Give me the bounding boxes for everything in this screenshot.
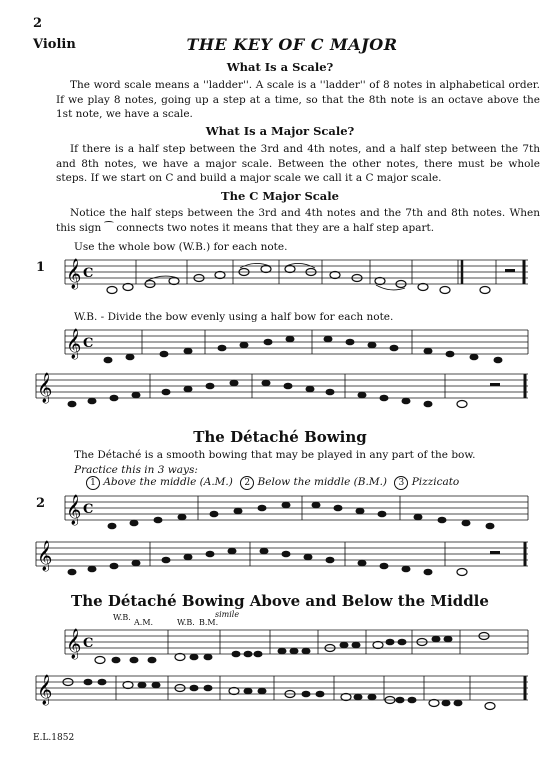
- paragraph-detache: The Détaché is a smooth bowing that may be played in any part of the bow.: [74, 449, 476, 461]
- way-below-middle: Below the middle (B.M.): [257, 476, 388, 488]
- label-wb-2: W.B.: [177, 618, 195, 627]
- music-staff-5: [0, 528, 560, 588]
- svg-text:𝄞: 𝄞: [66, 329, 82, 359]
- paragraph-major-scale: If there is a half step between the 3rd and 4th notes, and a half step between the 7th and 8th notes, we have a major scale. Between the other notes, there must be whole steps. If we start on C and build a major scale we call it a C major scale.: [56, 143, 540, 184]
- music-staff-7: [0, 666, 560, 726]
- way-number-3: 3: [394, 476, 408, 490]
- svg-text:C: C: [83, 502, 94, 517]
- way-above-middle: Above the middle (A.M.): [103, 476, 233, 488]
- svg-text:𝄞: 𝄞: [37, 373, 53, 403]
- instruction-half-bow: W.B. - Divide the bow evenly using a half bow for each note.: [74, 311, 394, 323]
- svg-text:C: C: [83, 266, 94, 281]
- svg-text:𝄞: 𝄞: [66, 495, 82, 525]
- paragraph-c-major: Notice the half steps between the 3rd and 4th notes and the 7th and 8th notes. When this sign ⁀ connects two notes it means that they are a half step apart.: [56, 207, 540, 234]
- way-pizzicato: Pizzicato: [411, 476, 460, 488]
- paragraph-scale: The word scale means a ''ladder''. A scale is a ''ladder'' of 8 notes in alphabetical order. If we play 8 notes, going up a step at a time, so that the 8th note is an octave above the 1st note, we have a scale.: [56, 79, 540, 120]
- music-staff-3: [0, 360, 560, 420]
- heading-detache: The Détaché Bowing: [193, 428, 367, 446]
- heading-what-is-scale: What Is a Scale?: [226, 60, 334, 74]
- way-number-2: 2: [240, 476, 254, 490]
- svg-text:𝄞: 𝄞: [66, 259, 82, 289]
- page-title: THE KEY OF C MAJOR: [186, 35, 398, 54]
- instrument-label: Violin: [33, 37, 76, 52]
- svg-text:𝄞: 𝄞: [37, 675, 53, 705]
- heading-detache-above-below: The Détaché Bowing Above and Below the Middle: [71, 592, 489, 610]
- label-wb-1: W.B.: [113, 613, 131, 622]
- label-am: A.M.: [134, 618, 154, 627]
- svg-text:𝄞: 𝄞: [37, 541, 53, 571]
- label-simile: simile: [215, 610, 240, 619]
- heading-c-major-scale: The C Major Scale: [221, 189, 339, 203]
- heading-major-scale: What Is a Major Scale?: [205, 124, 355, 138]
- instruction-whole-bow: Use the whole bow (W.B.) for each note.: [74, 241, 288, 253]
- svg-text:C: C: [83, 636, 94, 651]
- practice-note: Practice this in 3 ways:: [74, 464, 198, 476]
- exercise-number-2: 2: [36, 496, 46, 511]
- music-staff-1: [0, 248, 560, 308]
- svg-text:𝄞: 𝄞: [66, 629, 82, 659]
- way-number-1: 1: [86, 476, 100, 490]
- label-bm: B.M.: [199, 618, 219, 627]
- page-number: 2: [33, 16, 43, 31]
- svg-text:C: C: [83, 336, 94, 351]
- exercise-number-1: 1: [36, 260, 46, 275]
- footer-catalog-number: E.L.1852: [33, 733, 75, 743]
